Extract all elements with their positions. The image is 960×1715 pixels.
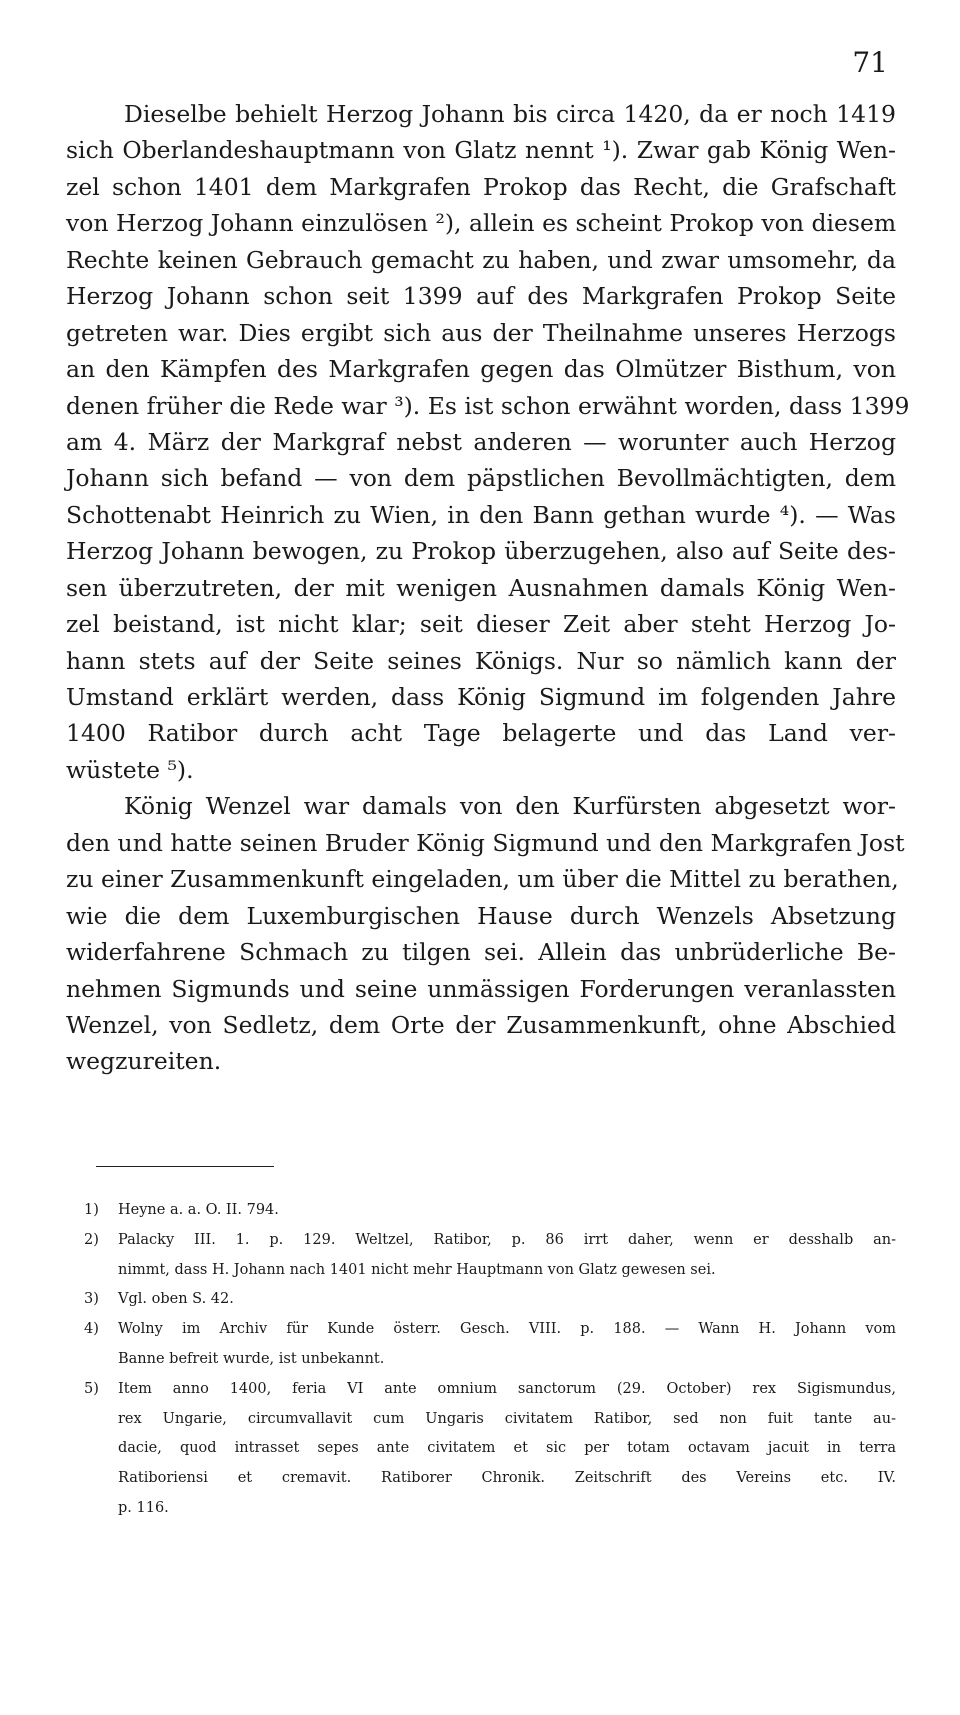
- text-line: wüstete ⁵).: [66, 755, 194, 784]
- text-line: wie die dem Luxemburgischen Hause durch Wenzels Absetzung: [66, 901, 896, 930]
- text-line: von Herzog Johann einzulösen ²), allein es scheint Prokop von diesem: [66, 209, 897, 238]
- text-line: hann stets auf der Seite seines Königs. Nur so nämlich kann der: [66, 646, 896, 675]
- footnote-2: [84, 1226, 896, 1256]
- text-line: Herzog Johann schon seit 1399 auf des Markgrafen Prokop Seite: [66, 282, 896, 311]
- text-line: Wenzel, von Sedletz, dem Orte der Zusammenkunft, ohne Abschied: [66, 1010, 896, 1039]
- footnote-text: Palacky III. 1. p. 129. Weltzel, Ratibor, p. 86 irrt daher, wenn er desshalb an-: [118, 1231, 896, 1248]
- footnote-text: Vgl. oben S. 42.: [118, 1291, 234, 1308]
- footnote-text: Heyne a. a. O. II. 794.: [118, 1202, 279, 1218]
- footnote-4: [84, 1315, 896, 1345]
- text-line: Johann sich befand — von dem päpstlichen Bevollmächtigten, dem: [66, 464, 896, 493]
- text-line: zel beistand, ist nicht klar; seit dieser Zeit aber steht Herzog Jo-: [66, 610, 896, 639]
- text-line: sen überzutreten, der mit wenigen Ausnahmen damals König Wen-: [66, 573, 896, 602]
- footnote-text: Banne befreit wurde, ist unbekannt.: [118, 1350, 385, 1367]
- text-line: am 4. März der Markgraf nebst anderen — worunter auch Herzog: [66, 427, 896, 456]
- footnote-marker: 5): [84, 1380, 99, 1397]
- text-line: Dieselbe behielt Herzog Johann bis circa 1420, da er noch 1419: [124, 100, 896, 128]
- text-line: den und hatte seinen Bruder König Sigmund und den Markgrafen Jost: [66, 828, 905, 857]
- text-line: denen früher die Rede war ³). Es ist schon erwähnt worden, dass 1399: [66, 391, 910, 420]
- text-line: zu einer Zusammenkunft eingeladen, um über die Mittel zu berathen,: [66, 865, 899, 894]
- text-line: wegzureiten.: [66, 1047, 222, 1076]
- footnote-marker: 3): [84, 1291, 99, 1308]
- main-text: [66, 96, 910, 1080]
- text-line: König Wenzel war damals von den Kurfürsten abgesetzt wor-: [124, 792, 896, 821]
- footnote-text: Ratiboriensi et cremavit. Ratiborer Chronik. Zeitschrift des Vereins etc. IV.: [118, 1470, 896, 1487]
- footnote-text: Wolny im Archiv für Kunde österr. Gesch. VIII. p. 188. — Wann H. Johann vom: [118, 1321, 896, 1338]
- footnote-5: [84, 1375, 896, 1405]
- footnote-divider: [96, 1166, 274, 1167]
- text-line: widerfahrene Schmach zu tilgen sei. Allein das unbrüderliche Be-: [66, 938, 896, 967]
- text-line: nehmen Sigmunds und seine unmässigen Forderungen veranlassten: [66, 974, 896, 1003]
- footnote-3: [84, 1285, 896, 1315]
- footnote-text: dacie, quod intrasset sepes ante civitatem et sic per totam octavam jacuit in terra: [118, 1440, 896, 1457]
- text-line: Schottenabt Heinrich zu Wien, in den Bann gethan wurde ⁴). — Was: [66, 500, 896, 529]
- text-line: 1400 Ratibor durch acht Tage belagerte und das Land ver-: [66, 719, 896, 748]
- footnote-text: Item anno 1400, feria VI ante omnium sanctorum (29. October) rex Sigismundus,: [118, 1380, 896, 1397]
- page-number: 71: [852, 46, 888, 79]
- footnotes: [84, 1196, 896, 1524]
- footnote-marker: 4): [84, 1321, 99, 1338]
- footnote-text: nimmt, dass H. Johann nach 1401 nicht mehr Hauptmann von Glatz gewesen sei.: [118, 1261, 716, 1278]
- text-line: getreten war. Dies ergibt sich aus der Theilnahme unseres Herzogs: [66, 318, 896, 347]
- text-line: Rechte keinen Gebrauch gemacht zu haben, und zwar umsomehr, da: [66, 245, 896, 274]
- footnote-marker: 2): [84, 1231, 99, 1248]
- footnote-marker: 1): [84, 1202, 99, 1218]
- text-line: zel schon 1401 dem Markgrafen Prokop das Recht, die Grafschaft: [66, 172, 896, 201]
- footnote-text: rex Ungarie, circumvallavit cum Ungaris civitatem Ratibor, sed non fuit tante au-: [118, 1410, 896, 1427]
- footnote-text: p. 116.: [118, 1499, 169, 1516]
- text-line: Herzog Johann bewogen, zu Prokop überzugehen, also auf Seite des-: [66, 537, 896, 566]
- text-line: an den Kämpfen des Markgrafen gegen das Olmützer Bisthum, von: [66, 355, 896, 384]
- text-line: Umstand erklärt werden, dass König Sigmund im folgenden Jahre: [66, 683, 896, 711]
- text-line: sich Oberlandeshauptmann von Glatz nennt ¹). Zwar gab König Wen-: [66, 136, 896, 165]
- footnote-1: [84, 1196, 896, 1226]
